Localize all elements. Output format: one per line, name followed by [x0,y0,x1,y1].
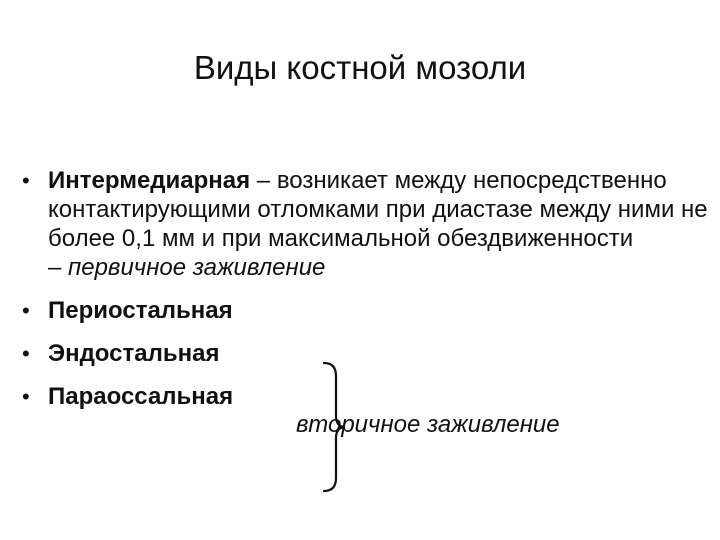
list-item-paraosseal [20,382,710,411]
list-item-periosteal [20,296,710,325]
secondary-healing-label: вторичное заживление [296,411,560,438]
list-item-intermediate [20,166,710,282]
term-paraosseal: Параоссальная [48,383,234,410]
term-endosteal: Эндостальная [48,340,220,367]
description-intermediate: – возникает между непосредственно контактирующими отломками при диастазе между ними не более 0,1 мм и при максимальной обездвиженности [48,167,708,252]
right-brace-icon [314,360,354,494]
term-periosteal: Периостальная [48,297,233,324]
bullet-list [20,166,710,411]
bullet-icon: • [22,341,30,366]
bullet-icon: • [22,384,30,409]
list-item-endosteal [20,339,710,368]
term-intermediate: Интермедиарная [48,167,251,194]
note-primary-healing: – первичное заживление [48,254,326,281]
bullet-icon: • [22,168,30,193]
slide-title: Виды костной мозоли [193,49,527,86]
bullet-icon: • [22,298,30,323]
